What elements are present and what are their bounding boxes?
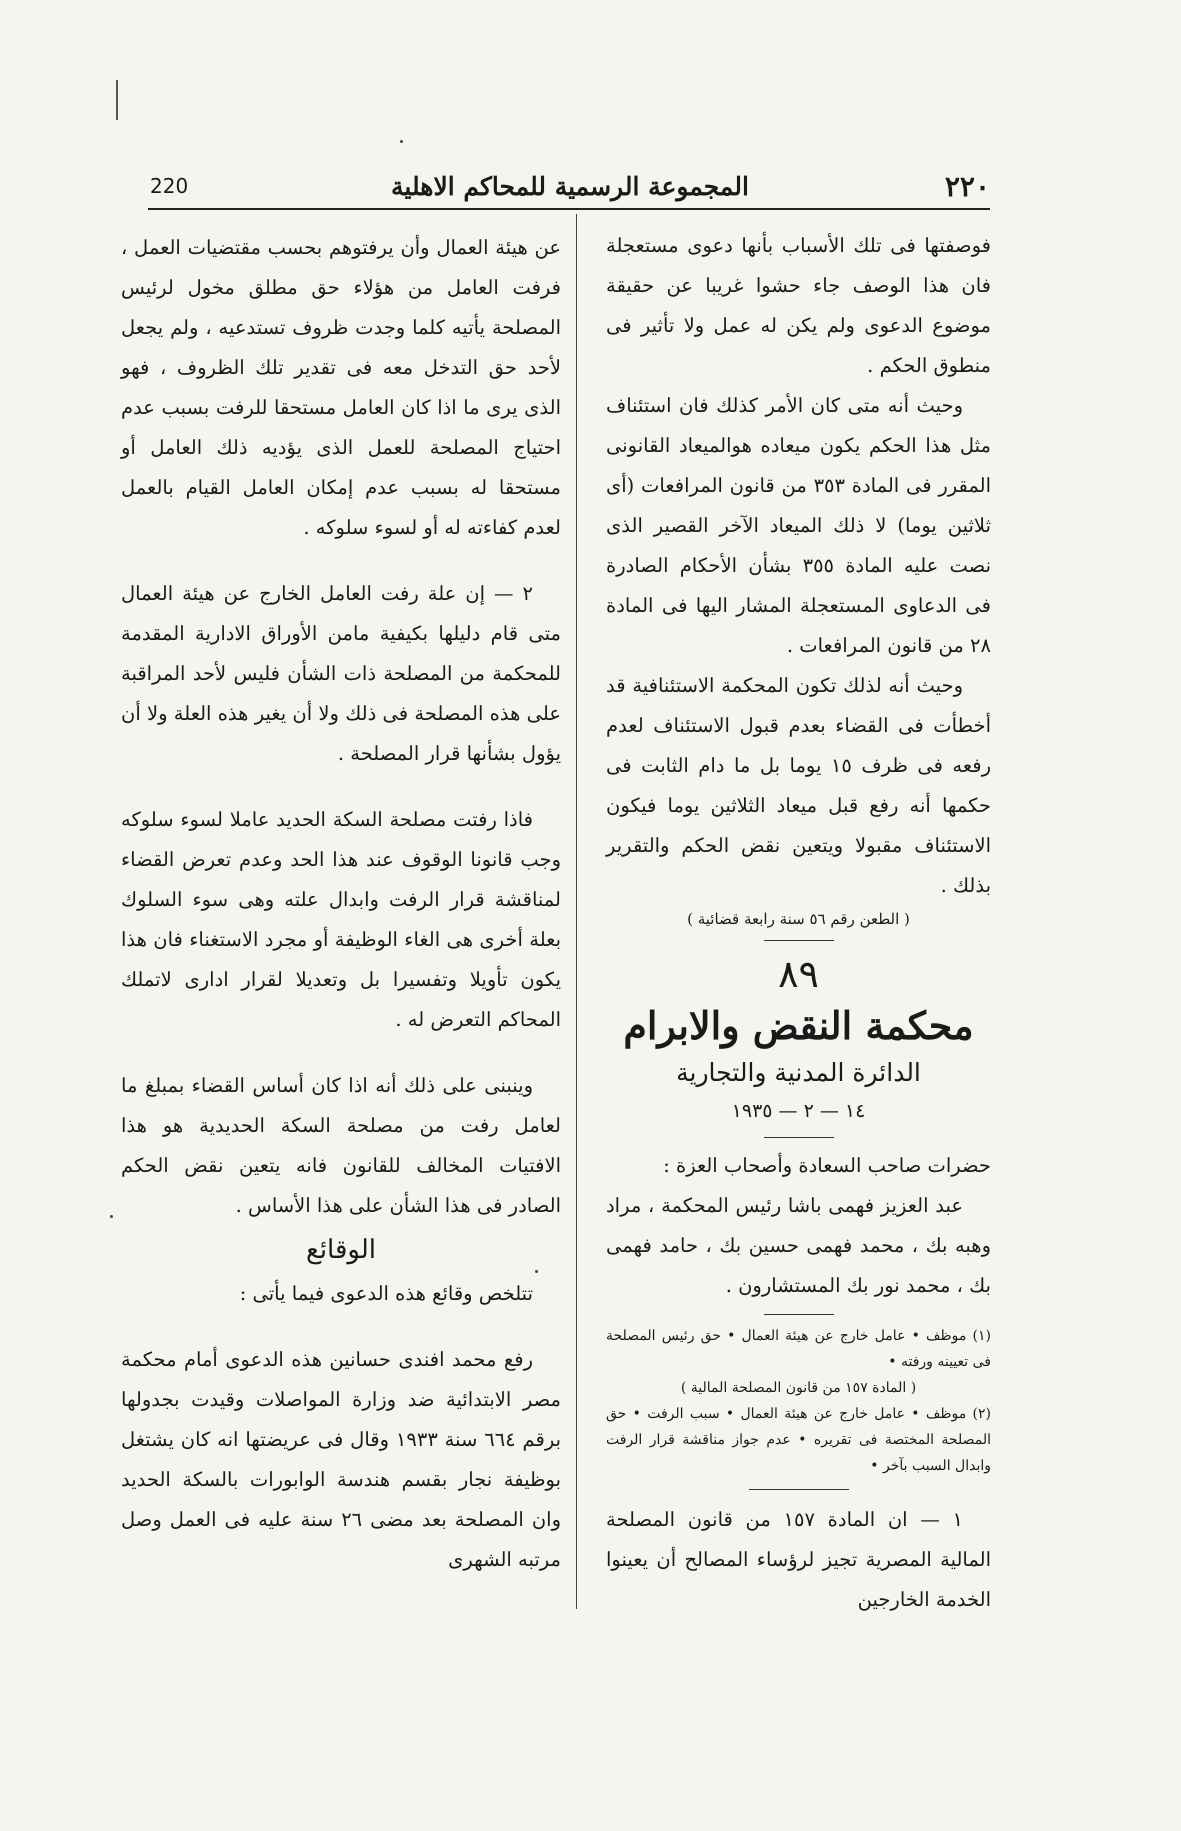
divider (764, 940, 834, 941)
footnote-2: (٢) موظف • عامل خارج عن هيئة العمال • سبب الرفت • حق المصلحة المختصة فى تقريره • عدم جواز مناقشة قرار الرفت وابدال السبب بآخر • (606, 1406, 991, 1474)
paragraph: فاذا رفتت مصلحة السكة الحديد عاملا لسوء سلوكه وجب قانونا الوقوف عند هذا الحد وعدم تعرض القضاء لمناقشة قرار الرفت وابدال علته وهى سوء السلوك بعلة أخرى هى الغاء الوظيفة أو مجرد الاستغناء فان هذا يكون تأويلا وتفسيرا بل وتعديلا لقرار ادارى لاتملك المحاكم التعرض له . (121, 808, 561, 1031)
left-column (121, 228, 561, 1580)
paragraph: تتلخص وقائع هذه الدعوى فيما يأتى : (239, 1282, 533, 1305)
page-number-arabic: ٢٢٠ (944, 170, 990, 203)
scan-speck (400, 140, 403, 143)
paragraph: عن هيئة العمال وأن يرفتوهم بحسب مقتضيات العمل ، فرفت العامل من هؤلاء حق مطلق مخول لرئيس المصلحة يأتيه كلما وجدت ظروف تستدعيه ، ولم يجعل لأحد حق التدخل معه فى تقدير تلك الظروف ، فهو الذى يرى ما اذا كان العامل مستحقا للرفت بسبب عدم احتياج المصلحة للعمل الذى يؤديه ذلك العامل أو مستحقا له بسبب عدم إمكان العامل القيام بالعمل لعدم كفاءته له أو لسوء سلوكه . (121, 236, 561, 539)
page-number-latin: 220 (150, 174, 189, 198)
circuit-name: الدائرة المدنية والتجارية (676, 1058, 921, 1087)
paragraph: وحيث أنه لذلك تكون المحكمة الاستئنافية قد أخطأت فى القضاء بعدم قبول الاستئناف لعدم رفعه فى ظرف ١٥ يوما بل ما دام الثابت فى حكمها أنه رفع قبل ميعاد الثلاثين يوما فيكون الاستئناف مقبولا ويتعين نقض الحكم والتقرير بذلك . (606, 674, 992, 897)
footnote-1-reference: ( المادة ١٥٧ من قانون المصلحة المالية ) (680, 1380, 917, 1396)
scan-speck (110, 1215, 113, 1218)
running-title: المجموعة الرسمية للمحاكم الاهلية (391, 172, 749, 201)
paragraph: ٢ — إن علة رفت العامل الخارج عن هيئة العمال متى قام دليلها بكيفية مامن الأوراق الادارية المقدمة للمحكمة من المصلحة ذات الشأن فليس لأحد المراقبة على هذه المصلحة فى ذلك ولا أن يغير هذه العلة ولا أن يؤول بشأنها قرار المصلحة . (121, 582, 561, 765)
scan-mark (116, 80, 118, 120)
session-date: ١٤ — ٢ — ١٩٣٥ (731, 1100, 866, 1122)
divider (764, 1314, 834, 1315)
column-divider (576, 214, 577, 1609)
citation: ( الطعن رقم ٥٦ سنة رابعة قضائية ) (687, 910, 910, 928)
present-heading: حضرات صاحب السعادة وأصحاب العزة : (663, 1154, 991, 1177)
judges-list: عبد العزيز فهمى باشا رئيس المحكمة ، مراد وهبه بك ، محمد فهمى حسين بك ، حامد فهمى بك ، محمد نور بك المستشارون . (606, 1194, 991, 1297)
scan-speck (535, 1270, 538, 1273)
page-header (150, 170, 990, 206)
facts-heading: الوقائع (305, 1235, 376, 1265)
case-number: ٨٩ (778, 952, 819, 996)
divider (749, 1489, 849, 1490)
right-column (606, 226, 991, 1620)
paragraph: وحيث أنه متى كان الأمر كذلك فان استئناف مثل هذا الحكم يكون ميعاده هوالميعاد القانونى المقرر فى المادة ٣٥٣ من قانون المرافعات (أى ثلاثين يوما) لا ذلك الميعاد الآخر القصير الذى نصت عليه المادة ٣٥٥ بشأن الأحكام الصادرة فى الدعاوى المستعجلة المشار اليها فى المادة ٢٨ من قانون المرافعات . (606, 394, 991, 657)
footnote-1: (١) موظف • عامل خارج عن هيئة العمال • حق رئيس المصلحة فى تعيينه ورفته • (606, 1328, 991, 1370)
paragraph: رفع محمد افندى حسانين هذه الدعوى أمام محكمة مصر الابتدائية ضد وزارة المواصلات وقيدت بجدولها برقم ٦٦٤ سنة ١٩٣٣ وقال فى عريضتها انه كان يشتغل بوظيفة نجار بقسم هندسة الوابورات بالسكة الحديد وان المصلحة بعد مضى ٢٦ سنة عليه فى العمل وصل مرتبه الشهرى (121, 1348, 562, 1571)
header-rule (148, 208, 990, 210)
paragraph: وينبنى على ذلك أنه اذا كان أساس القضاء بمبلغ ما لعامل رفت من مصلحة السكة الحديدية هو هذا الافتيات المخالف للقانون فانه يتعين نقض الحكم الصادر فى هذا الشأن على هذا الأساس . (121, 1074, 561, 1217)
court-name: محكمة النقض والابرام (623, 1003, 974, 1048)
divider (764, 1137, 834, 1138)
paragraph: فوصفتها فى تلك الأسباب بأنها دعوى مستعجلة فان هذا الوصف جاء حشوا غريبا عن حقيقة موضوع الدعوى ولم يكن له عمل ولا تأثير فى منطوق الحكم . (606, 234, 991, 377)
paragraph: ١ — ان المادة ١٥٧ من قانون المصلحة المالية المصرية تجيز لرؤساء المصالح أن يعينوا الخدمة الخارجين (606, 1508, 991, 1611)
